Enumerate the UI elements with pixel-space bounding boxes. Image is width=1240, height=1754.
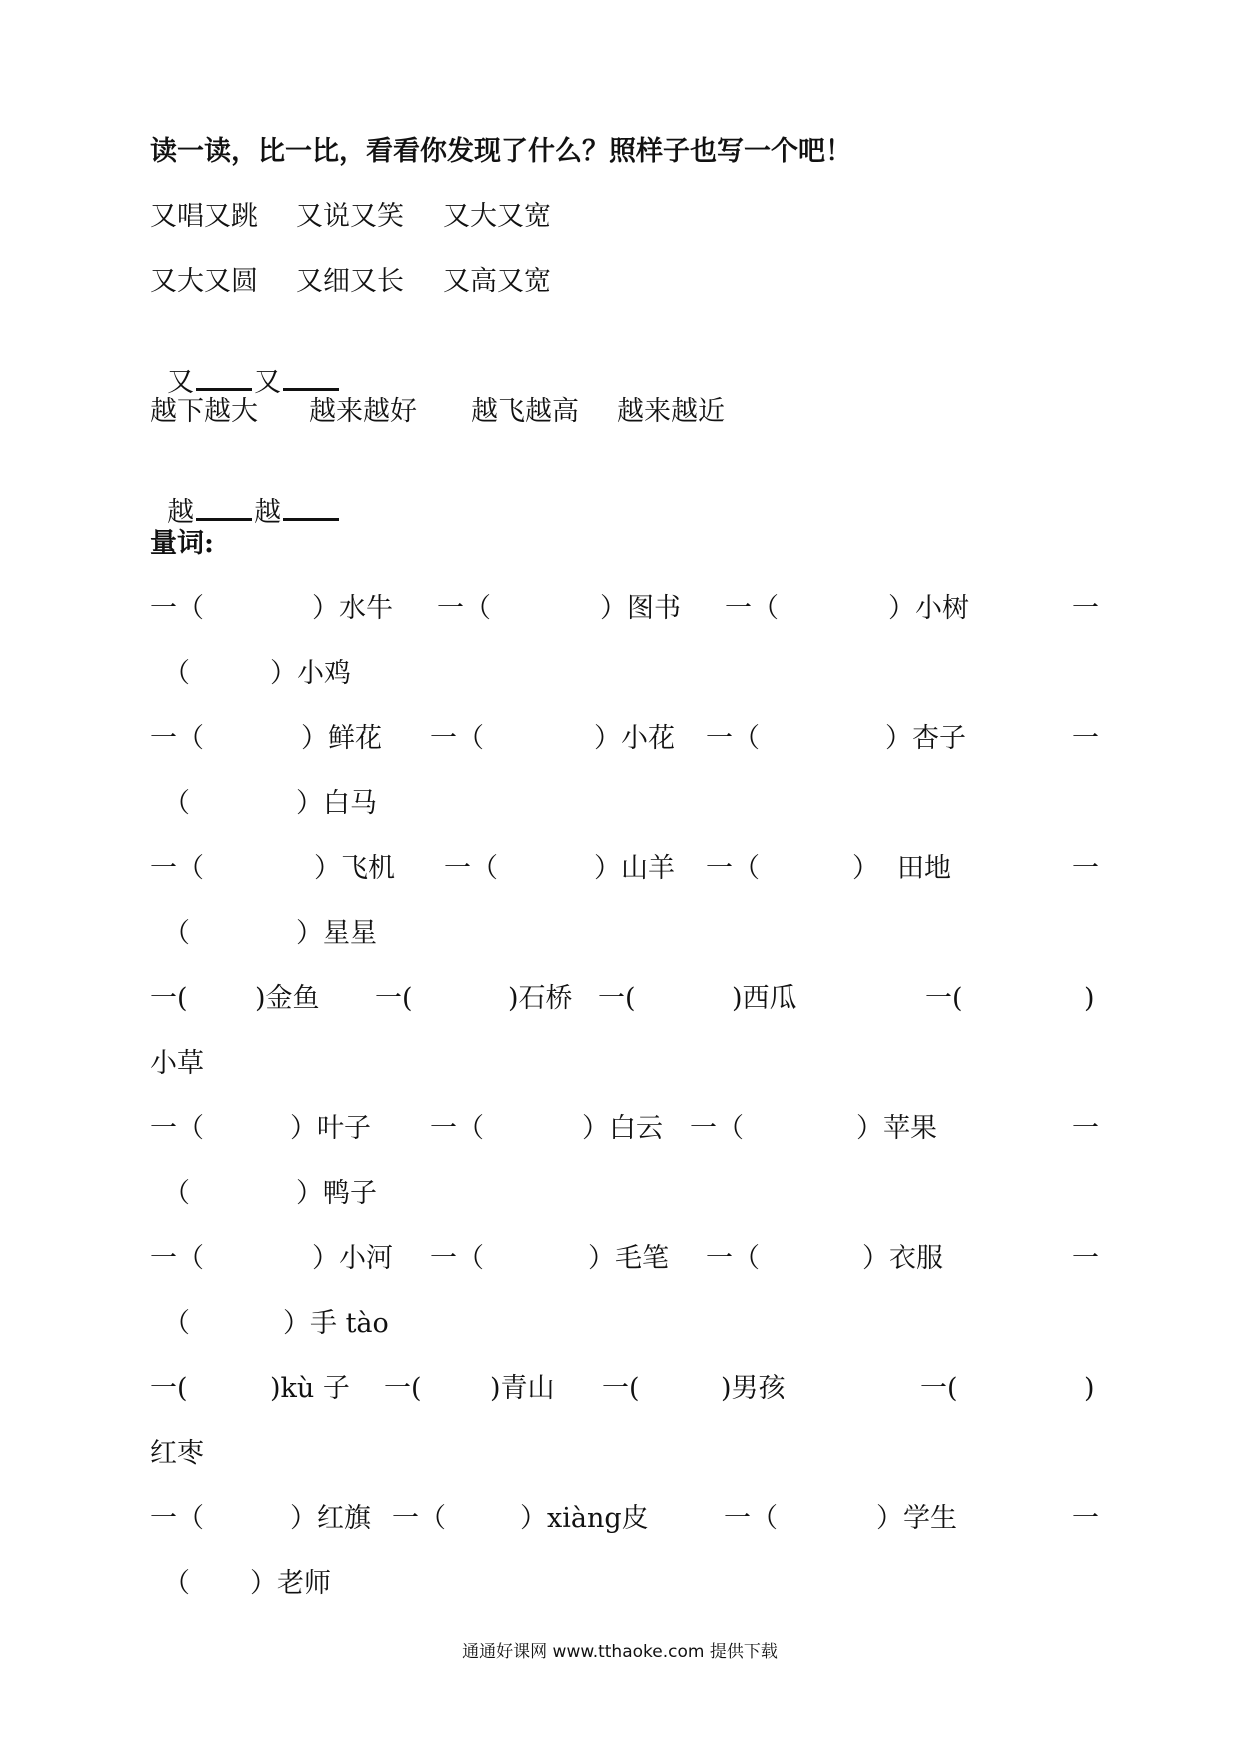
measure-close: ): [1084, 983, 1095, 1014]
measure-noun: ）星星: [296, 918, 377, 949]
fill-char: 又: [254, 367, 282, 398]
phrase: 又大又圆: [150, 266, 258, 297]
measure-open: 一（: [430, 723, 484, 754]
measure-noun: ）红旗: [290, 1503, 371, 1534]
phrase: 又唱又跳: [150, 201, 258, 232]
measure-open: 一（: [430, 1243, 484, 1274]
phrase: 越下越大: [150, 396, 258, 427]
measure-open: （: [163, 918, 190, 949]
measure-noun: ）鸭子: [296, 1178, 377, 1209]
measure-noun: )石桥: [508, 983, 573, 1014]
measure-open: 一: [1072, 1243, 1099, 1274]
measure-open: 一: [1072, 593, 1099, 624]
fill-yue: [150, 459, 341, 531]
measure-noun: ）小树: [888, 593, 969, 624]
footer-credit: 通通好课网 www.tthaoke.com 提供下载: [462, 1642, 778, 1662]
fill-char: 越: [167, 497, 195, 528]
measure-noun: ）叶子: [290, 1113, 371, 1144]
measure-open: 一(: [150, 1373, 188, 1404]
measure-open: 一（: [690, 1113, 744, 1144]
measure-noun: ）白云: [582, 1113, 663, 1144]
measure-open: 一: [1072, 1503, 1099, 1534]
measure-noun: 小草: [150, 1048, 204, 1079]
measure-open: 一(: [920, 1373, 958, 1404]
measure-noun: ）山羊: [594, 853, 675, 884]
measure-open: 一(: [375, 983, 413, 1014]
fill-char: 又: [167, 367, 195, 398]
measure-open: 一（: [437, 593, 491, 624]
measure-noun: ）小花: [594, 723, 675, 754]
measure-noun: 田地: [897, 853, 951, 884]
measure-open: 一（: [444, 853, 498, 884]
measure-noun: ）白马: [296, 788, 377, 819]
fill-you: [150, 329, 341, 401]
blank-line[interactable]: [196, 498, 252, 521]
phrase: 又说又笑: [296, 201, 404, 232]
exercise-heading: 读一读，比一比，看看你发现了什么？照样子也写一个吧！: [150, 136, 852, 167]
measure-open: 一: [1072, 723, 1099, 754]
phrase: 越来越近: [617, 396, 725, 427]
measure-noun: ）杏子: [885, 723, 966, 754]
measure-noun: ）手 tào: [283, 1308, 389, 1339]
measure-noun: ）小河: [312, 1243, 393, 1274]
measure-noun: ）图书: [600, 593, 681, 624]
measure-open: （: [163, 1308, 190, 1339]
measure-open: 一（: [725, 593, 779, 624]
measure-open: 一（: [150, 1243, 204, 1274]
measure-open: 一（: [150, 723, 204, 754]
phrase: 又高又宽: [443, 266, 551, 297]
measure-noun: ）鲜花: [301, 723, 382, 754]
measure-open: 一: [1072, 853, 1099, 884]
measure-noun: ）飞机: [314, 853, 395, 884]
measure-noun: ）老师: [250, 1568, 331, 1599]
measure-open: 一: [1072, 1113, 1099, 1144]
measure-close: ）: [852, 853, 879, 884]
measure-open: （: [163, 658, 190, 689]
measure-open: 一(: [150, 983, 188, 1014]
measure-open: 一（: [430, 1113, 484, 1144]
measure-open: 一（: [724, 1503, 778, 1534]
measure-noun: )男孩: [721, 1373, 786, 1404]
measure-noun: ）学生: [876, 1503, 957, 1534]
measure-open: 一（: [706, 1243, 760, 1274]
measure-open: 一（: [150, 1113, 204, 1144]
fill-char: 越: [254, 497, 282, 528]
measure-noun: 红枣: [150, 1438, 204, 1469]
measure-open: 一（: [150, 593, 204, 624]
phrase: 越来越好: [309, 396, 417, 427]
measure-open: 一(: [598, 983, 636, 1014]
blank-line[interactable]: [283, 368, 339, 391]
measure-noun: )金鱼: [255, 983, 320, 1014]
measure-noun: ）衣服: [862, 1243, 943, 1274]
measure-noun: ）苹果: [856, 1113, 937, 1144]
measure-open: 一(: [384, 1373, 422, 1404]
measure-noun: ）小鸡: [270, 658, 351, 689]
blank-line[interactable]: [196, 368, 252, 391]
measure-open: 一(: [925, 983, 963, 1014]
measure-noun: )kù 子: [270, 1373, 350, 1404]
measure-open: （: [163, 788, 190, 819]
measure-open: 一（: [706, 723, 760, 754]
measure-open: 一（: [150, 1503, 204, 1534]
measure-open: 一（: [706, 853, 760, 884]
measure-noun: ）毛笔: [588, 1243, 669, 1274]
measure-close: ): [1084, 1373, 1095, 1404]
phrase: 又细又长: [296, 266, 404, 297]
measure-open: 一（: [392, 1503, 446, 1534]
measure-noun: )西瓜: [732, 983, 797, 1014]
measure-open: 一(: [602, 1373, 640, 1404]
measure-open: （: [163, 1178, 190, 1209]
measure-noun: ）水牛: [312, 593, 393, 624]
phrase: 越飞越高: [471, 396, 579, 427]
measure-noun: ）xiàng皮: [520, 1503, 649, 1534]
measure-open: 一（: [150, 853, 204, 884]
liangci-heading: 量词:: [150, 528, 214, 559]
phrase: 又大又宽: [443, 201, 551, 232]
measure-noun: )青山: [490, 1373, 555, 1404]
blank-line[interactable]: [283, 498, 339, 521]
measure-open: （: [163, 1568, 190, 1599]
